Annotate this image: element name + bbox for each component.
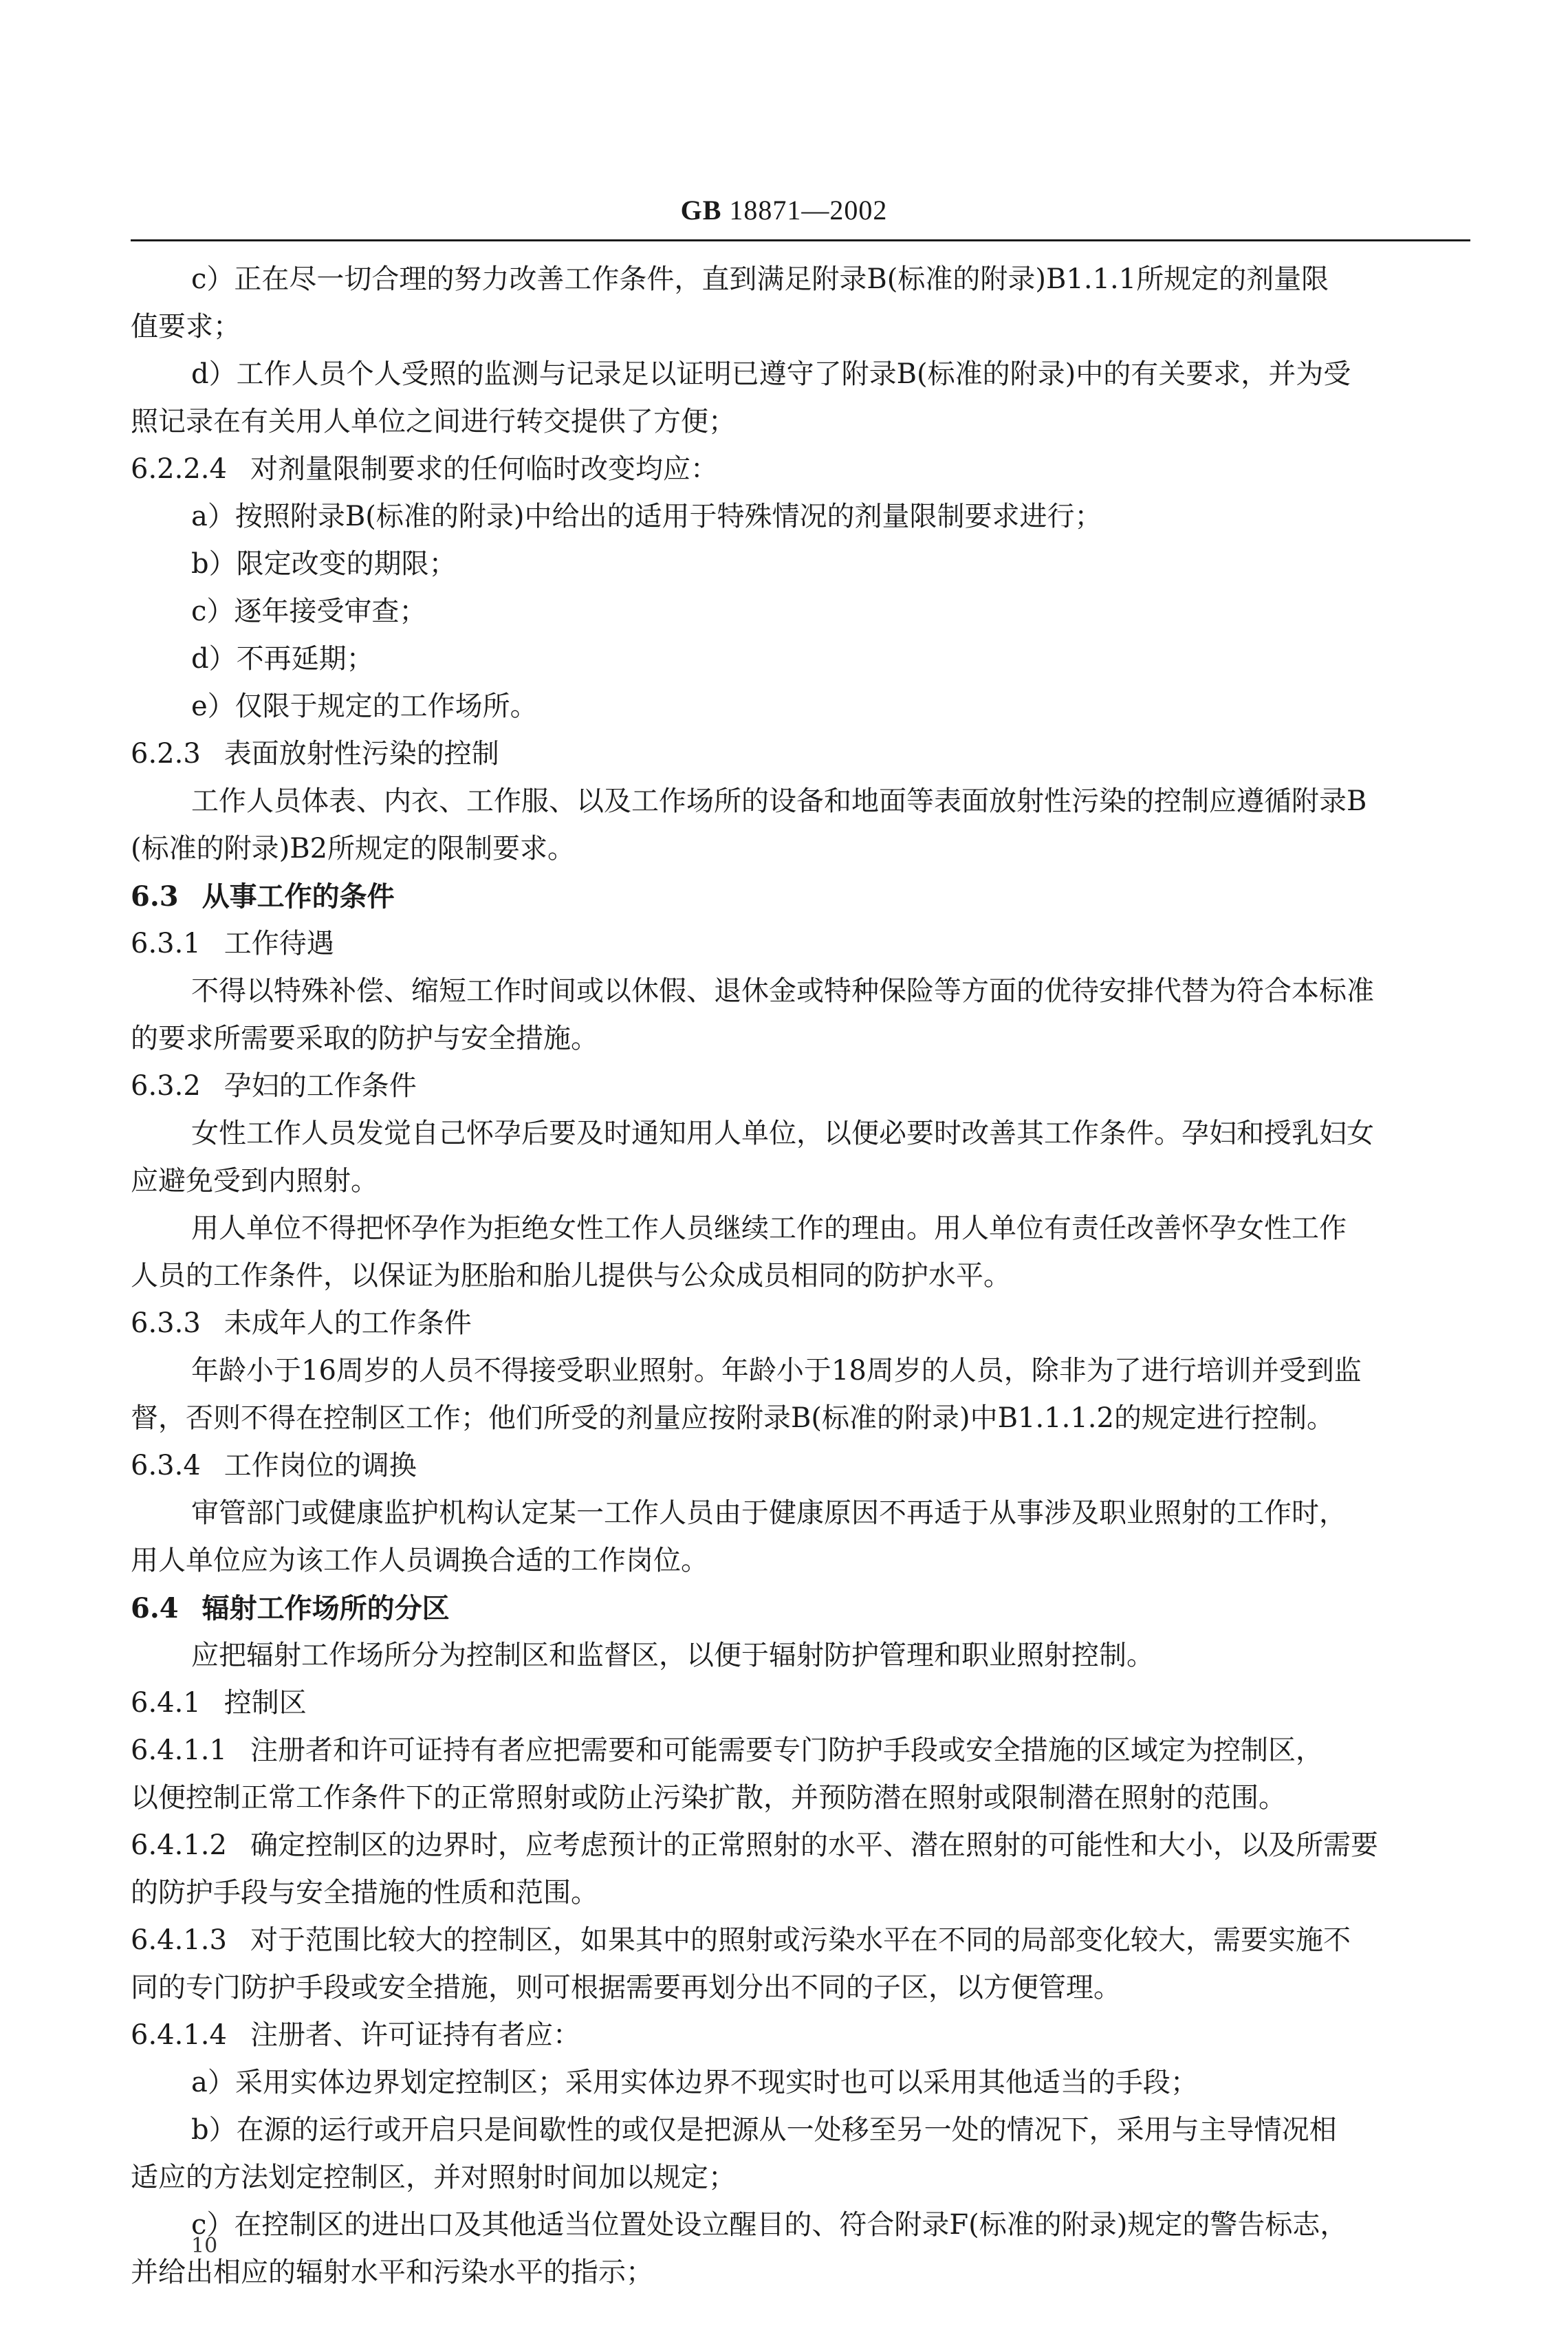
text-line: 同的专门防护手段或安全措施，则可根据需要再划分出不同的子区，以方便管理。 (131, 1972, 1121, 2003)
clause-heading (131, 1442, 1470, 1490)
clause-text: 表面放射性污染的控制 (224, 738, 499, 770)
clause-text: 对于范围比较大的控制区，如果其中的照射或污染水平在不同的局部变化较大，需要实施不 (250, 1924, 1351, 1956)
clause-text: 对剂量限制要求的任何临时改变均应： (250, 453, 718, 485)
list-item: b）在源的运行或开启只是间歇性的或仅是把源从一处移至另一处的情况下，采用与主导情况相 (191, 2114, 1337, 2146)
clause-number: 6.3.4 (131, 1450, 201, 1481)
standard-code: GB (680, 195, 722, 226)
clause-heading (131, 730, 1470, 778)
clause-heading (131, 1300, 1470, 1347)
clause-text: 孕妇的工作条件 (224, 1070, 417, 1102)
text-line: 应把辐射工作场所分为控制区和监督区，以便于辐射防护管理和职业照射控制。 (191, 1640, 1154, 1671)
clause-number: 6.4.1.3 (131, 1924, 227, 1956)
text-line: c）正在尽一切合理的努力改善工作条件，直到满足附录B(标准的附录)B1.1.1所规定的剂量限 (191, 263, 1329, 295)
clause-text: 确定控制区的边界时，应考虑预计的正常照射的水平、潜在照射的可能性和大小，以及所需要 (250, 1829, 1378, 1861)
clause-number: 6.4.1.2 (131, 1829, 227, 1861)
section-heading (131, 873, 1470, 920)
text-line: 并给出相应的辐射水平和污染水平的指示； (131, 2257, 653, 2288)
section-number: 6.4 (131, 1592, 179, 1624)
clause-heading (131, 2012, 1470, 2059)
text-line: (标准的附录)B2所规定的限制要求。 (131, 833, 576, 865)
text-line: 督，否则不得在控制区工作；他们所受的剂量应按附录B(标准的附录)中B1.1.1.2的规定进行控制。 (131, 1402, 1334, 1434)
list-item: b）限定改变的期限； (191, 548, 457, 580)
section-title: 辐射工作场所的分区 (202, 1592, 450, 1624)
clause-heading (131, 446, 1470, 493)
clause-number: 6.2.2.4 (131, 453, 227, 485)
text-line: 人员的工作条件，以保证为胚胎和胎儿提供与公众成员相同的防护水平。 (131, 1260, 1011, 1292)
page-header (0, 194, 1568, 226)
clause-heading (131, 1822, 1470, 1869)
text-line: 值要求； (131, 311, 241, 343)
text-line: 适应的方法划定控制区，并对照射时间加以规定； (131, 2162, 736, 2193)
text-line: 用人单位不得把怀孕作为拒绝女性工作人员继续工作的理由。用人单位有责任改善怀孕女性工作 (191, 1213, 1347, 1244)
list-item: e）仅限于规定的工作场所。 (191, 691, 538, 722)
section-number: 6.3 (131, 880, 179, 913)
text-line: 审管部门或健康监护机构认定某一工作人员由于健康原因不再适于从事涉及职业照射的工作时， (191, 1497, 1347, 1529)
list-item: d）不再延期； (191, 643, 374, 675)
text-line: 以便控制正常工作条件下的正常照射或防止污染扩散，并预防潜在照射或限制潜在照射的范围。 (131, 1782, 1286, 1814)
page-number: 10 (191, 2234, 218, 2258)
text-line: 女性工作人员发觉自己怀孕后要及时通知用人单位，以便必要时改善其工作条件。孕妇和授乳妇女 (191, 1118, 1374, 1149)
text-line: d）工作人员个人受照的监测与记录足以证明已遵守了附录B(标准的附录)中的有关要求，并为受 (191, 358, 1351, 390)
clause-text: 未成年人的工作条件 (224, 1307, 472, 1339)
list-item: c）逐年接受审查； (191, 596, 427, 627)
clause-text: 注册者和许可证持有者应把需要和可能需要专门防护手段或安全措施的区域定为控制区， (250, 1735, 1323, 1766)
text-line: 年龄小于16周岁的人员不得接受职业照射。年龄小于18周岁的人员，除非为了进行培训并受到监 (191, 1355, 1362, 1387)
text-line: 不得以特殊补偿、缩短工作时间或以休假、退休金或特种保险等方面的优待安排代替为符合本标准 (191, 975, 1374, 1007)
clause-number: 6.2.3 (131, 738, 201, 770)
text-line: 照记录在有关用人单位之间进行转交提供了方便； (131, 406, 736, 437)
list-item: a）采用实体边界划定控制区；采用实体边界不现实时也可以采用其他适当的手段； (191, 2067, 1198, 2098)
clause-heading (131, 1680, 1470, 1727)
clause-number: 6.4.1.4 (131, 2019, 227, 2051)
standard-number: 18871—2002 (729, 195, 888, 226)
text-line: 的要求所需要采取的防护与安全措施。 (131, 1023, 598, 1054)
clause-number: 6.3.3 (131, 1307, 201, 1339)
text-line: 应避免受到内照射。 (131, 1165, 378, 1197)
list-item: c）在控制区的进出口及其他适当位置处设立醒目的、符合附录F(标准的附录)规定的警告标志， (191, 2209, 1348, 2241)
clause-text: 控制区 (224, 1687, 307, 1719)
clause-text: 工作岗位的调换 (224, 1450, 417, 1481)
list-item: a）按照附录B(标准的附录)中给出的适用于特殊情况的剂量限制要求进行； (191, 501, 1102, 532)
clause-number: 6.3.1 (131, 928, 201, 959)
header-rule (131, 239, 1470, 241)
clause-heading (131, 1727, 1470, 1774)
clause-heading (131, 1917, 1470, 1964)
clause-text: 工作待遇 (224, 928, 334, 959)
section-title: 从事工作的条件 (202, 880, 395, 913)
text-line: 的防护手段与安全措施的性质和范围。 (131, 1877, 598, 1909)
clause-text: 注册者、许可证持有者应： (250, 2019, 580, 2051)
text-line: 用人单位应为该工作人员调换合适的工作岗位。 (131, 1545, 708, 1576)
clause-heading (131, 920, 1470, 968)
body-text (131, 256, 1470, 2296)
clause-heading (131, 1063, 1470, 1110)
text-line: 工作人员体表、内衣、工作服、以及工作场所的设备和地面等表面放射性污染的控制应遵循附录B (191, 785, 1367, 817)
clause-number: 6.3.2 (131, 1070, 201, 1102)
clause-number: 6.4.1.1 (131, 1735, 227, 1766)
section-heading (131, 1585, 1470, 1632)
clause-number: 6.4.1 (131, 1687, 201, 1719)
